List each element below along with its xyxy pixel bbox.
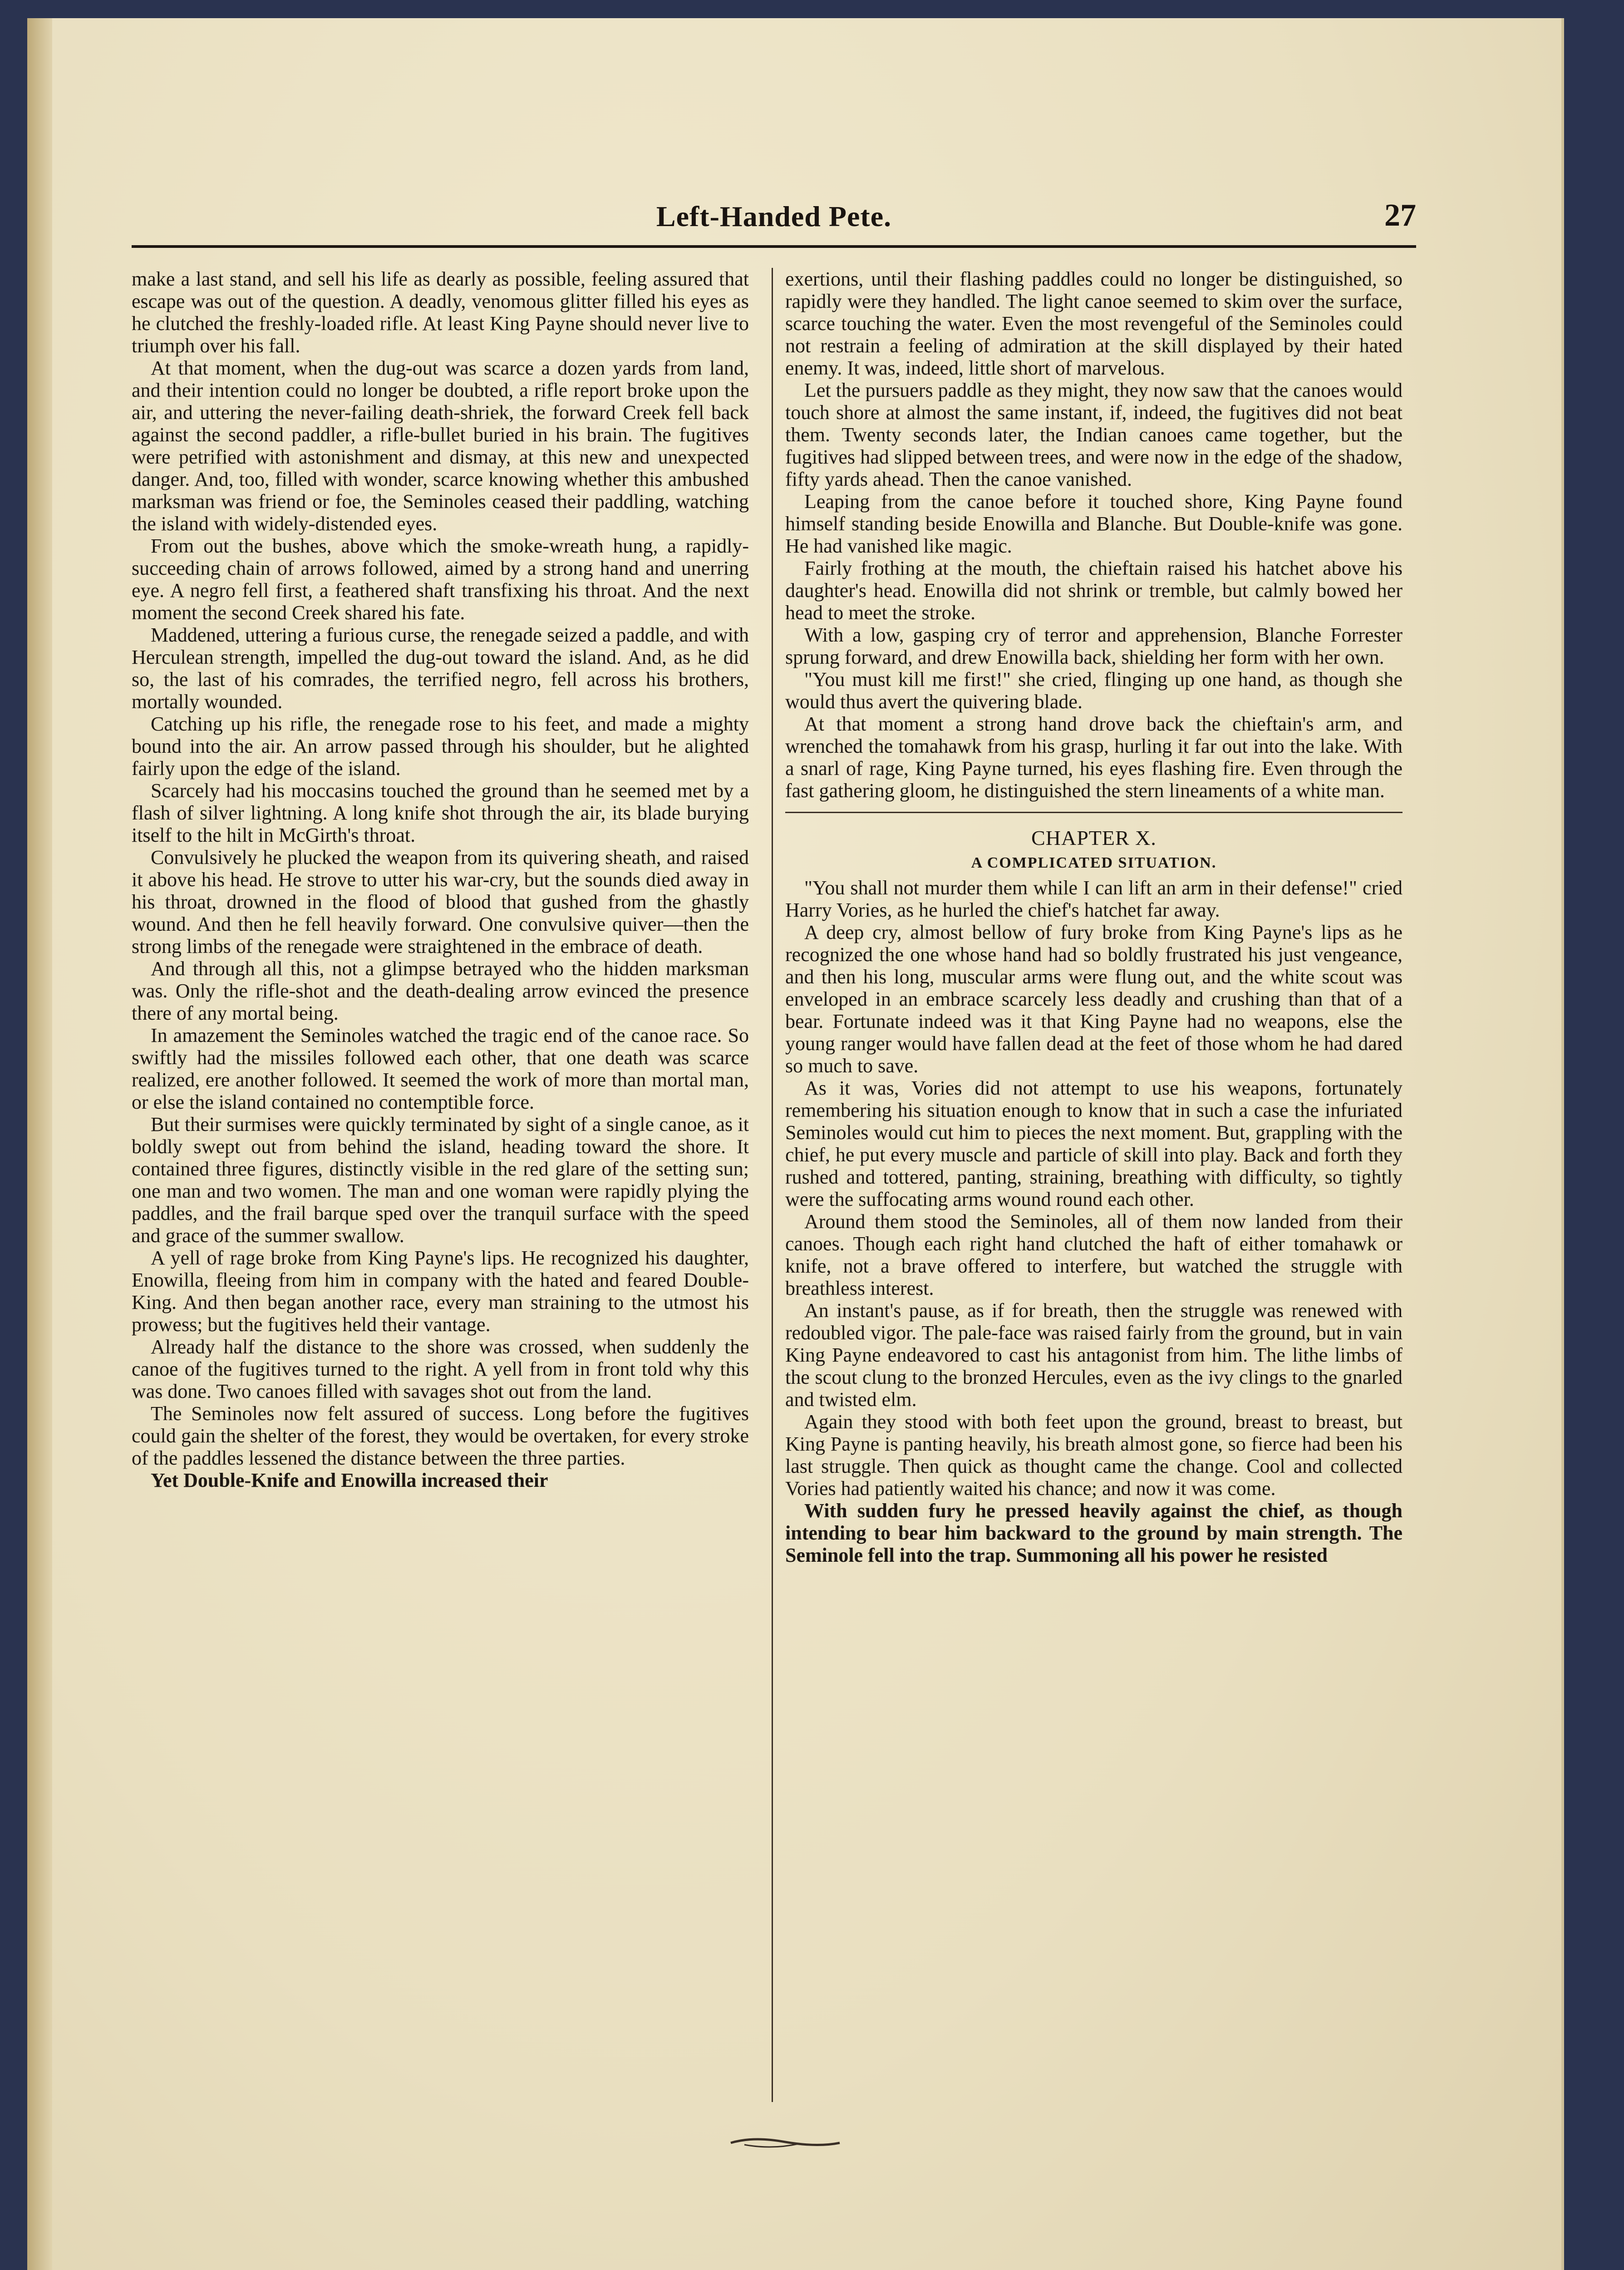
paragraph: Fairly frothing at the mouth, the chieftain raised his hatchet above his daughter's head. Enowilla did not shrink or tremble, but calmly bowed her head to meet the stroke. bbox=[785, 557, 1403, 624]
paragraph: At that moment a strong hand drove back the chieftain's arm, and wrenched the tomahawk from his grasp, hurling it far out into the lake. With a snarl of rage, King Payne turned, his eyes flashing fire. Even through the fast gathering gloom, he distinguished the stern lineaments of a white man. bbox=[785, 713, 1403, 802]
paragraph: From out the bushes, above which the smoke-wreath hung, a rapidly-succeeding chain of arrows followed, aimed by a strong hand and unerring eye. A negro fell first, a feathered shaft transfixing his throat. And the next moment the second Creek shared his fate. bbox=[132, 535, 749, 624]
paragraph: Leaping from the canoe before it touched shore, King Payne found himself standing beside Enowilla and Blanche. But Double-knife was gone. He had vanished like magic. bbox=[785, 490, 1403, 557]
paragraph: As it was, Vories did not attempt to use his weapons, fortunately remembering his situation enough to know that in such a case the infuriated Seminoles would cut him to pieces the next moment. But, grappling with the chief, he put every muscle and particle of skill into play. Back and forth they rushed and tottered, panting, straining, breathing with difficulty, so tightly were the suffocating arms wound round each other. bbox=[785, 1077, 1403, 1210]
paragraph: The Seminoles now felt assured of success. Long before the fugitives could gain the shelter of the forest, they would be overtaken, for every stroke of the paddles lessened the distance between the three parties. bbox=[132, 1402, 749, 1469]
paragraph: Maddened, uttering a furious curse, the renegade seized a paddle, and with Herculean strength, impelled the dug-out toward the island. And, as he did so, the last of his comrades, the terrified negro, fell across his brothers, mortally wounded. bbox=[132, 624, 749, 713]
paragraph: Catching up his rifle, the renegade rose to his feet, and made a mighty bound into the air. An arrow passed through his shoulder, but he alighted fairly upon the edge of the island. bbox=[132, 713, 749, 780]
footer-ornament bbox=[726, 2134, 844, 2152]
chapter-heading: CHAPTER X. bbox=[1031, 826, 1156, 849]
paragraph: exertions, until their flashing paddles could no longer be distinguished, so rapidly were they handled. The light canoe seemed to skim over the surface, scarce touching the water. Even the most revengeful of the Seminoles could not restrain a feeling of admiration at the skill displayed by their hated enemy. It was, indeed, little short of marvelous. bbox=[785, 268, 1403, 379]
paragraph: Yet Double-Knife and Enowilla increased their bbox=[151, 1469, 548, 1491]
left-column bbox=[132, 268, 749, 2102]
paragraph: In amazement the Seminoles watched the tragic end of the canoe race. So swiftly had the missiles followed each other, that one death was scarce realized, ere another followed. It seemed the work of more than mortal man, or else the island contained no contemptible force. bbox=[132, 1024, 749, 1113]
paragraph: Already half the distance to the shore was crossed, when suddenly the canoe of the fugitives turned to the right. A yell from in front told why this was done. Two canoes filled with savages shot out from the land. bbox=[132, 1336, 749, 1402]
paragraph: Around them stood the Seminoles, all of them now landed from their canoes. Though each right hand clutched the haft of either tomahawk or knife, not a brave offered to interfere, but watched the struggle with breathless interest. bbox=[785, 1210, 1403, 1299]
page-spine bbox=[27, 18, 52, 2270]
paragraph: With a low, gasping cry of terror and apprehension, Blanche Forrester sprung forward, and drew Enowilla back, shielding her form with her own. bbox=[785, 624, 1403, 668]
paragraph: "You must kill me first!" she cried, flinging up one hand, as though she would thus avert the quivering blade. bbox=[785, 668, 1403, 713]
paragraph: An instant's pause, as if for breath, then the struggle was renewed with redoubled vigor. The pale-face was raised fairly from the ground, but in vain King Payne endeavored to cast his antagonist from him. The lithe limbs of the scout clung to the bronzed Hercules, even as the ivy clings to the gnarled and twisted elm. bbox=[785, 1299, 1403, 1411]
paragraph: At that moment, when the dug-out was scarce a dozen yards from land, and their intention could no longer be doubted, a rifle report broke upon the air, and uttering the never-failing death-shriek, the forward Creek fell back against the second paddler, a rifle-bullet buried in his brain. The fugitives were petrified with astonishment and dismay, at this new and unexpected danger. And, too, filled with wonder, scarce knowing whether this ambushed marksman was friend or foe, the Seminoles ceased their paddling, watching the island with widely-distended eyes. bbox=[132, 357, 749, 535]
paragraph: Let the pursuers paddle as they might, they now saw that the canoes would touch shore at almost the same instant, if, indeed, the fugitives did not beat them. Twenty seconds later, the Indian canoes came together, but the fugitives had slipped between trees, and were now in the edge of the shadow, fifty yards ahead. Then the canoe vanished. bbox=[785, 379, 1403, 490]
paragraph: Again they stood with both feet upon the ground, breast to breast, but King Payne is panting heavily, his breath almost gone, so fierce had been his last struggle. Then quick as thought came the change. Cool and collected Vories had patiently waited his chance; and now it was come. bbox=[785, 1411, 1403, 1500]
paragraph: A deep cry, almost bellow of fury broke from King Payne's lips as he recognized the one whose hand had so boldly frustrated his just vengeance, and then his long, muscular arms were flung out, and the white scout was enveloped in an embrace scarcely less deadly and crushing than that of a bear. Fortunate indeed was it that King Payne had no weapons, else the young ranger would have fallen dead at the feet of those whom he had dared so much to save. bbox=[785, 921, 1403, 1077]
page-number: 27 bbox=[1384, 198, 1416, 233]
running-header bbox=[132, 195, 1416, 245]
paragraph: "You shall not murder them while I can lift an arm in their defense!" cried Harry Vories, as he hurled the chief's hatchet far away. bbox=[785, 877, 1403, 921]
column-divider bbox=[772, 268, 773, 2102]
chapter-separator bbox=[785, 812, 1403, 813]
paragraph: Scarcely had his moccasins touched the ground than he seemed met by a flash of silver lightning. A long knife shot through the air, its blade burying itself to the hilt in McGirth's throat. bbox=[132, 780, 749, 846]
paragraph: But their surmises were quickly terminated by sight of a single canoe, as it boldly swept out from behind the island, heading toward the shore. It contained three figures, distinctly visible in the red glare of the setting sun; one man and two women. The man and one woman were rapidly plying the paddles, and the frail barque sped over the tranquil surface with the speed and grace of the summer swallow. bbox=[132, 1113, 749, 1247]
paragraph: And through all this, not a glimpse betrayed who the hidden marksman was. Only the rifle-shot and the death-dealing arrow evinced the presence there of any mortal being. bbox=[132, 957, 749, 1024]
chapter-subheading: A COMPLICATED SITUATION. bbox=[971, 854, 1217, 871]
paragraph: With sudden fury he pressed heavily against the chief, as though intending to bear him backward to the ground by main strength. The Seminole fell into the trap. Summoning all his power he resisted bbox=[785, 1500, 1403, 1566]
right-column bbox=[785, 268, 1403, 2102]
header-rule bbox=[132, 245, 1416, 248]
paragraph: Convulsively he plucked the weapon from its quivering sheath, and raised it above his head. He strove to utter his war-cry, but the sounds died away in his throat, drowned in the flood of blood that gushed from the ghastly wound. And then he fell heavily forward. One convulsive quiver—then the strong limbs of the renegade were straightened in the embrace of death. bbox=[132, 846, 749, 957]
paragraph: make a last stand, and sell his life as dearly as possible, feeling assured that escape was out of the question. A deadly, venomous glitter filled his eyes as he clutched the freshly-loaded rifle. At least King Payne should never live to triumph over his fall. bbox=[132, 268, 749, 357]
running-title: Left-Handed Pete. bbox=[656, 200, 892, 232]
paragraph: A yell of rage broke from King Payne's lips. He recognized his daughter, Enowilla, fleeing from him in company with the hated and feared Double-King. And then began another race, every man straining to the utmost his prowess; but the fugitives held their vantage. bbox=[132, 1247, 749, 1336]
